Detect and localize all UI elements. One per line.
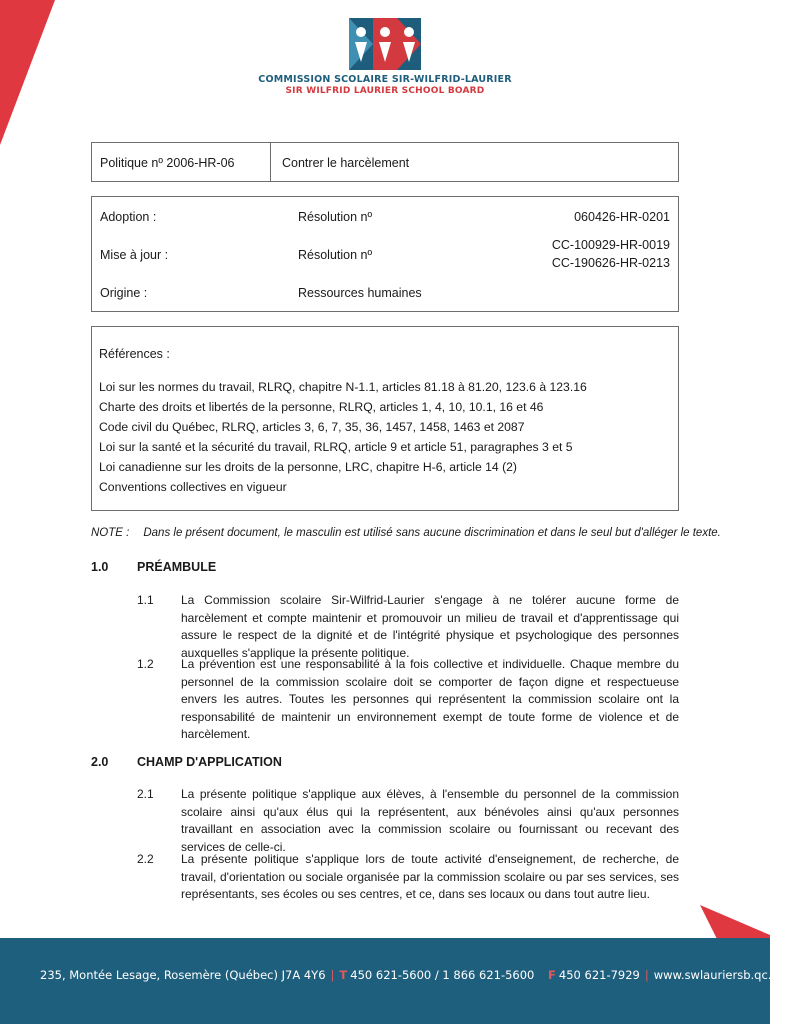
adoption-resolution-value: 060426-HR-0201 bbox=[574, 210, 670, 224]
reference-item: Conventions collectives en vigueur bbox=[99, 480, 287, 494]
footer-fax: 450 621-7929 bbox=[558, 968, 640, 982]
footer-separator: | bbox=[330, 968, 335, 982]
logo-mark-icon bbox=[349, 18, 421, 70]
logo-name-french: COMMISSION SCOLAIRE SIR-WILFRID-LAURIER bbox=[258, 74, 512, 85]
update-resolution-label: Résolution nº bbox=[298, 248, 373, 262]
reference-item: Charte des droits et libertés de la personne, RLRQ, articles 1, 4, 10, 10.1, 16 et 46 bbox=[99, 400, 544, 414]
adoption-label: Adoption : bbox=[100, 210, 157, 224]
section-heading-1 bbox=[91, 560, 216, 574]
school-board-logo bbox=[0, 18, 770, 96]
section-heading-2 bbox=[91, 755, 282, 769]
references-list bbox=[99, 377, 587, 497]
paragraph-text: La prévention est une responsabilité à la fois collective et individuelle. Chaque membre du personnel de la commission scolaire doit se comporter de façon digne et respectueuse envers les autres. Toutes les personnes qui représentent la commission scolaire ont la responsabilité de maintenir un environnement exempt de toute forme de violence et de harcèlement. bbox=[181, 657, 679, 741]
paragraph-number: 2.1 bbox=[137, 787, 154, 801]
paragraph-1-1 bbox=[91, 592, 679, 662]
adoption-box bbox=[91, 196, 679, 312]
note-text: Dans le présent document, le masculin est utilisé sans aucune discrimination et dans le seul but d'alléger le texte. bbox=[143, 527, 721, 539]
paragraph-number: 1.1 bbox=[137, 593, 154, 607]
policy-title: Contrer le harcèlement bbox=[282, 156, 410, 170]
reference-item: Loi canadienne sur les droits de la personne, LRC, chapitre H-6, article 14 (2) bbox=[99, 460, 517, 474]
footer-separator bbox=[539, 968, 543, 982]
paragraph-2-1 bbox=[91, 786, 679, 856]
footer-contact bbox=[40, 968, 785, 982]
paragraph-number: 1.2 bbox=[137, 657, 154, 671]
footer-phone: 450 621-5600 / 1 866 621-5600 bbox=[350, 968, 535, 982]
footer-separator: | bbox=[644, 968, 649, 982]
section-number: 2.0 bbox=[91, 755, 109, 769]
paragraph-number: 2.2 bbox=[137, 852, 154, 866]
section-title: PRÉAMBULE bbox=[137, 560, 217, 574]
paragraph-text: La Commission scolaire Sir-Wilfrid-Laurier s'engage à ne tolérer aucune forme de harcèlement et compte maintenir et promouvoir un milieu de travail et d'apprentissage qui assure le respect de la dignité et de l'intégrité physique et psychologique des personnes auxquelles s'applique la présente politique. bbox=[181, 593, 679, 660]
reference-item: Code civil du Québec, RLRQ, articles 3, 6, 7, 35, 36, 1457, 1458, 1463 et 2087 bbox=[99, 420, 525, 434]
footer-website[interactable]: www.swlauriersb.qc.ca bbox=[653, 968, 785, 982]
paragraph-1-2 bbox=[91, 656, 679, 744]
paragraph-text: La présente politique s'applique aux élèves, à l'ensemble du personnel de la commission scolaire ainsi qu'aux élus qui la représentent, aux bénévoles ainsi qu'aux personnes travaillant en association avec la commission scolaire ou fournissant ou recevant des services de celle-ci. bbox=[181, 787, 679, 854]
reference-item: Loi sur les normes du travail, RLRQ, chapitre N-1.1, articles 81.18 à 81.20, 123.6 à 123.16 bbox=[99, 380, 587, 394]
paragraph-text: La présente politique s'applique lors de toute activité d'enseignement, de recherche, de travail, d'orientation ou sociale organisée par la commission scolaire ou par ses services, ses représentants, ses écoles ou ses centres, et ce, dans ses locaux ou dans tout autre lieu. bbox=[181, 852, 679, 901]
update-resolution-value-1: CC-100929-HR-0019 bbox=[551, 238, 670, 252]
paragraph-2-2 bbox=[91, 851, 679, 904]
note-label: NOTE : bbox=[91, 527, 130, 539]
references-title: Références : bbox=[99, 347, 170, 361]
update-label: Mise à jour : bbox=[100, 248, 169, 262]
footer-address: 235, Montée Lesage, Rosemère (Québec) J7A 4Y6 bbox=[40, 968, 326, 982]
footer-fax-label: F bbox=[548, 968, 556, 982]
update-resolution-value-2: CC-190626-HR-0213 bbox=[551, 256, 670, 270]
origin-value: Ressources humaines bbox=[298, 286, 422, 300]
policy-header-box bbox=[91, 142, 679, 182]
adoption-resolution-label: Résolution nº bbox=[298, 210, 373, 224]
policy-box-divider bbox=[270, 143, 271, 181]
policy-number: Politique nº 2006-HR-06 bbox=[100, 156, 235, 170]
references-box bbox=[91, 326, 679, 511]
section-title: CHAMP D'APPLICATION bbox=[137, 755, 282, 769]
origin-label: Origine : bbox=[100, 286, 148, 300]
note bbox=[91, 527, 721, 539]
section-number: 1.0 bbox=[91, 560, 109, 574]
logo-name-english: SIR WILFRID LAURIER SCHOOL BOARD bbox=[285, 86, 485, 96]
footer-phone-label: T bbox=[339, 968, 348, 982]
reference-item: Loi sur la santé et la sécurité du travail, RLRQ, article 9 et article 51, paragraphes 3 et 5 bbox=[99, 440, 573, 454]
